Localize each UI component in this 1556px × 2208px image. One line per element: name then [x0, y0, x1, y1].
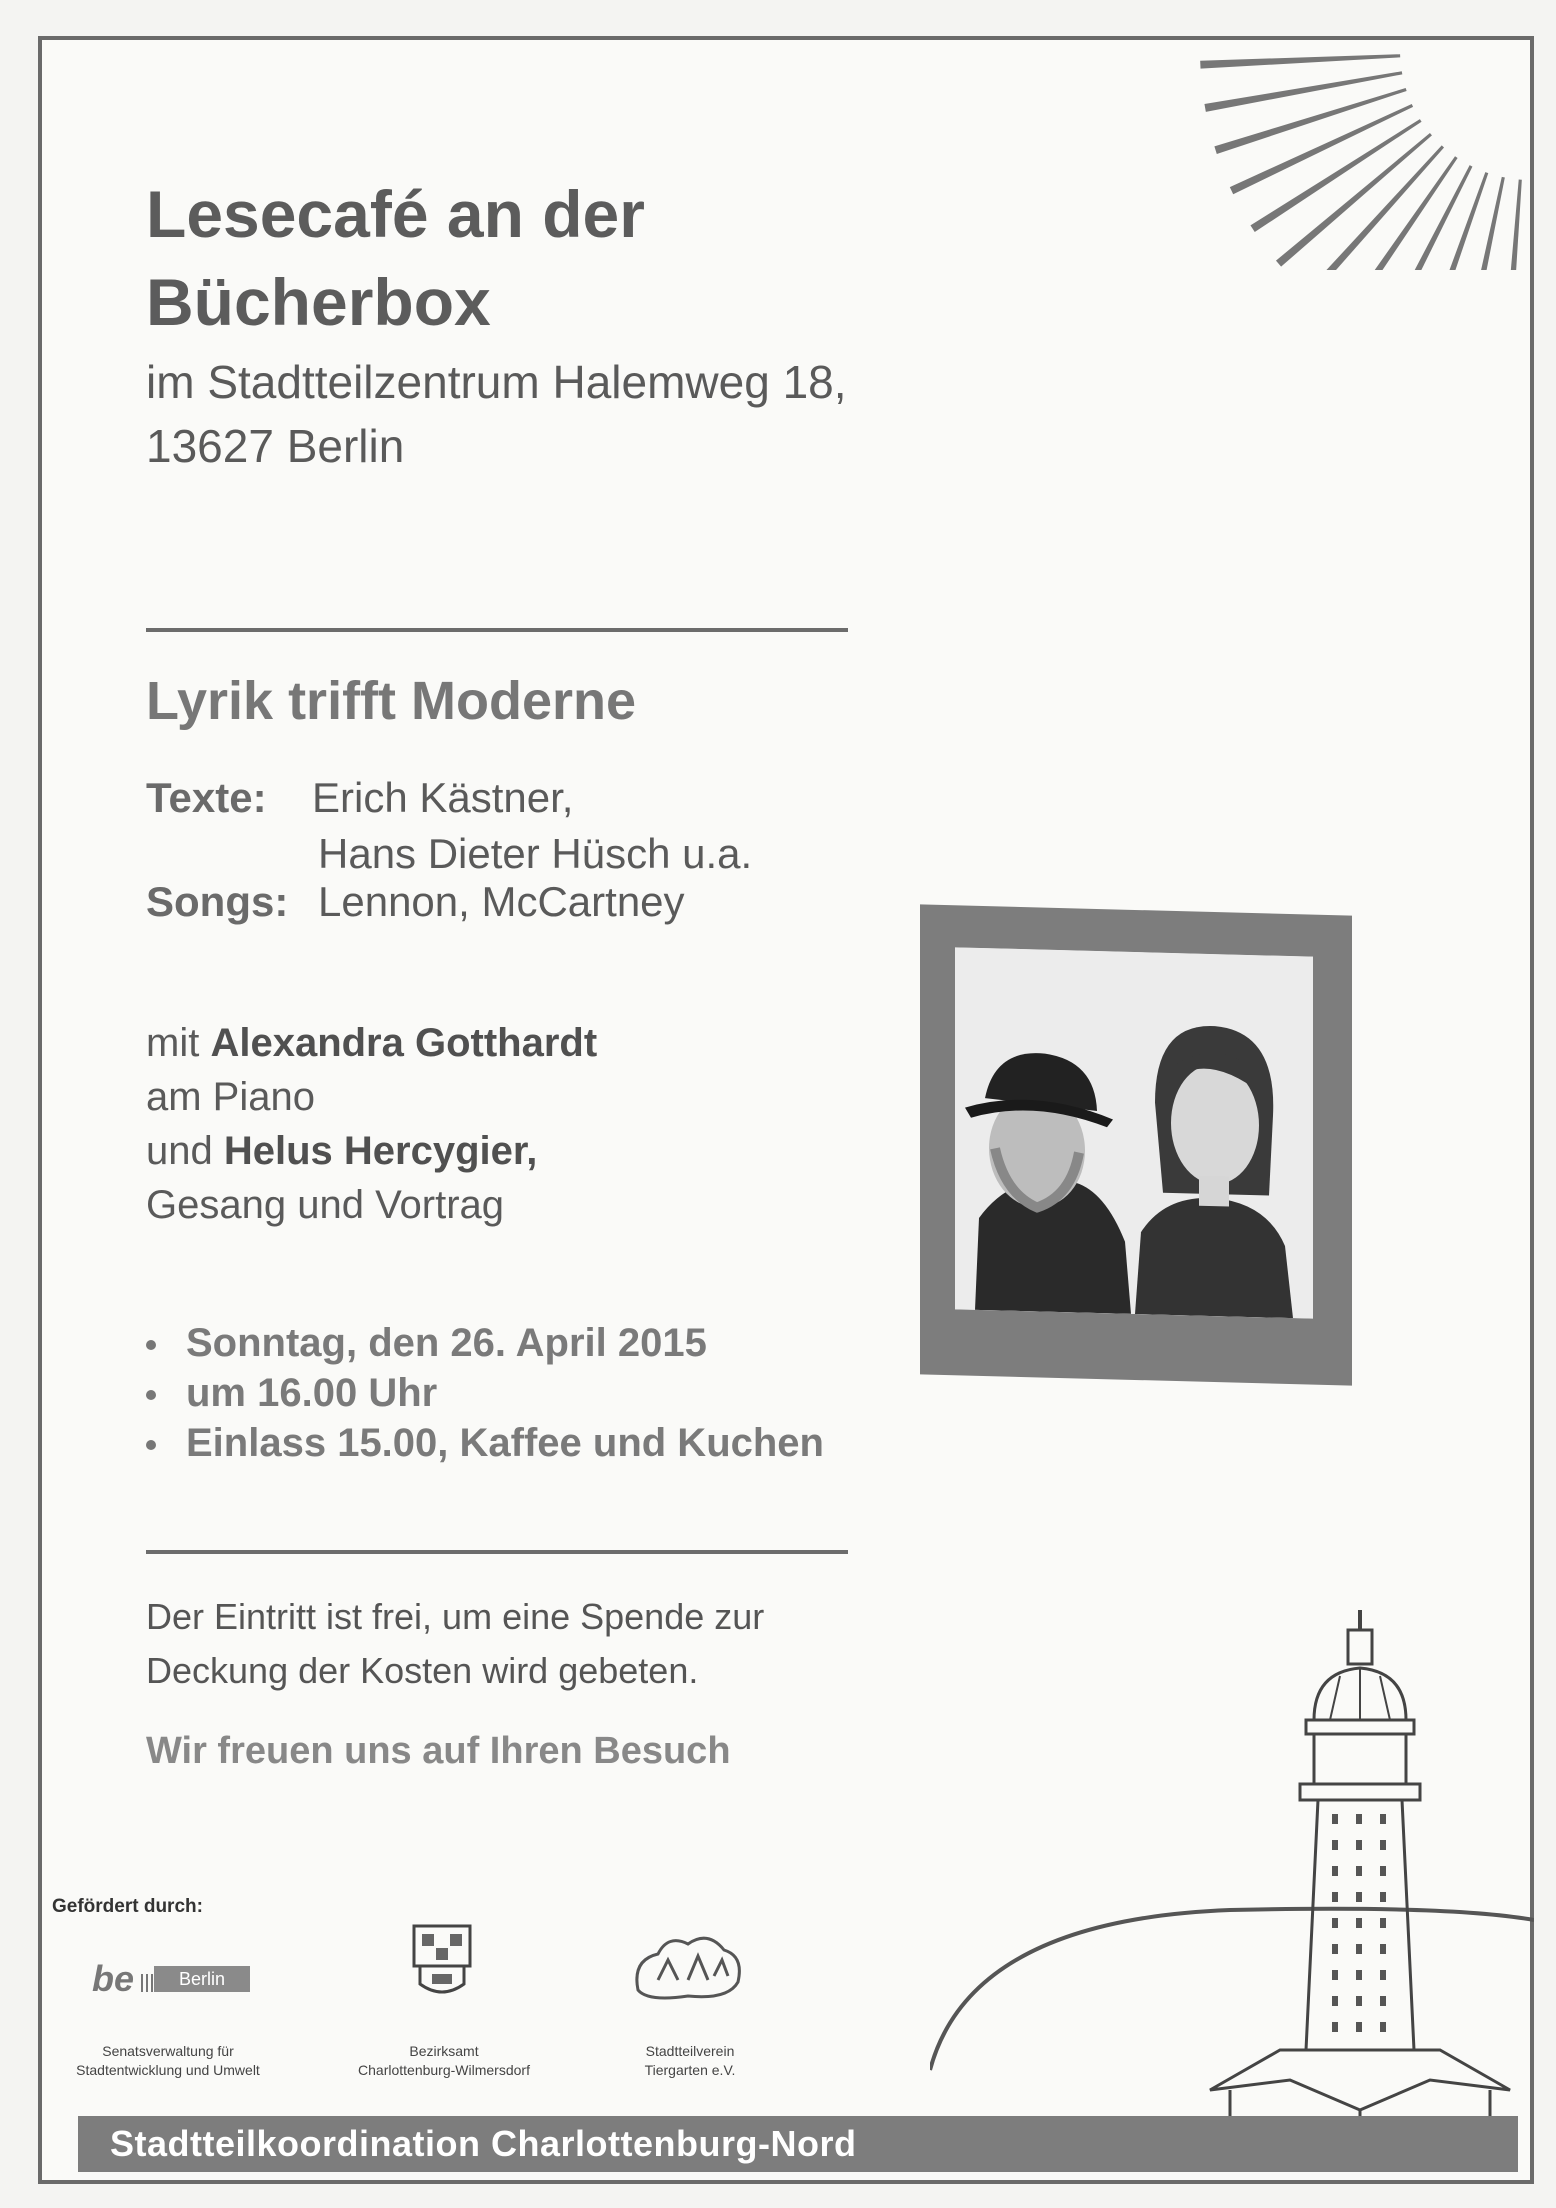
bullet-icon	[146, 1390, 156, 1400]
tower-window	[1380, 1996, 1386, 2006]
tower-window	[1332, 1840, 1338, 1850]
sunburst-decoration	[890, 40, 1530, 270]
tower-window	[1332, 1996, 1338, 2006]
detail-date	[146, 1318, 824, 1368]
songs-label-text: Songs:	[146, 878, 289, 925]
tower-window	[1356, 1996, 1362, 2006]
photo-illustration	[955, 947, 1313, 1318]
tower-illustration	[930, 1580, 1534, 2140]
tower-window	[1380, 1840, 1386, 1850]
sponsor-2-caption-line-2: Charlottenburg-Wilmersdorf	[358, 2062, 530, 2078]
singer-line	[146, 1124, 597, 1178]
divider-bottom	[146, 1550, 848, 1554]
tower-window	[1356, 1866, 1362, 1876]
texts-label	[146, 770, 267, 826]
singer-name: Helus Hercygier,	[223, 1129, 538, 1173]
detail-time-text: um 16.00 Uhr	[186, 1371, 438, 1415]
tower-window	[1356, 2022, 1362, 2032]
sponsor-1-caption-line-2: Stadtentwicklung und Umwelt	[76, 2062, 260, 2078]
pianist-role: am Piano	[146, 1075, 315, 1119]
songs-label	[146, 874, 288, 930]
sun-ray	[1200, 54, 1400, 68]
tower-window	[1380, 1918, 1386, 1928]
address-line-2: 13627 Berlin	[146, 420, 405, 472]
sun-ray	[1340, 156, 1458, 270]
tower-window	[1356, 1970, 1362, 1980]
event-details-list	[146, 1318, 824, 1468]
texts-author-1: Erich Kästner,	[312, 774, 574, 821]
tower-window	[1380, 1866, 1386, 1876]
pianist-name: Alexandra Gotthardt	[210, 1021, 598, 1065]
sponsor-1-caption-line-1: Senatsverwaltung für	[102, 2043, 234, 2059]
singer-role: Gesang und Vortrag	[146, 1183, 505, 1227]
sponsor-3-caption-line-1: Stadtteilverein	[645, 2043, 735, 2059]
sponsor-2-caption	[334, 2042, 554, 2080]
detail-time	[146, 1368, 824, 1418]
texts-label-text: Texte:	[146, 774, 267, 821]
performers-block	[146, 1016, 597, 1232]
event-title: Lyrik trifft Moderne	[146, 671, 637, 731]
tower-window	[1356, 1892, 1362, 1902]
entry-line-1: Der Eintritt ist frei, um eine Spende zur	[146, 1596, 765, 1637]
address-line-1: im Stadtteilzentrum Halemweg 18,	[146, 356, 847, 408]
detail-admission	[146, 1418, 824, 1468]
tower-window	[1380, 2022, 1386, 2032]
detail-date-text: Sonntag, den 26. April 2015	[186, 1321, 707, 1365]
performers-photo	[955, 947, 1313, 1318]
title-line-1: Lesecafé an der	[146, 177, 645, 251]
tower-window	[1332, 1970, 1338, 1980]
entry-line-2: Deckung der Kosten wird gebeten.	[146, 1650, 699, 1691]
sun-ray	[1501, 180, 1521, 270]
tower-window	[1332, 1866, 1338, 1876]
berlin-logo-box: Berlin	[154, 1966, 250, 1992]
tower-window	[1380, 1970, 1386, 1980]
performers-intro: mit	[146, 1021, 200, 1065]
tower-window	[1356, 1840, 1362, 1850]
tower-window	[1380, 1944, 1386, 1954]
sponsor-1-caption	[58, 2042, 278, 2080]
entry-note	[146, 1590, 764, 1698]
texts-author-2: Hans Dieter Hüsch u.a.	[318, 830, 753, 877]
brandenburg-gate-icon	[140, 1972, 154, 1992]
bullet-icon	[146, 1440, 156, 1450]
footer-organization: Stadtteilkoordination Charlottenburg-Nord	[110, 2123, 857, 2164]
greeting: Wir freuen uns auf Ihren Besuch	[146, 1730, 731, 1772]
songs-value: Lennon, McCartney	[318, 878, 685, 925]
tower-window	[1380, 1892, 1386, 1902]
tower-window	[1332, 1892, 1338, 1902]
tower-window	[1332, 1814, 1338, 1824]
tower-window	[1356, 1918, 1362, 1928]
tower-window	[1332, 1918, 1338, 1928]
tower-window	[1356, 1814, 1362, 1824]
title-line-2: Bücherbox	[146, 265, 491, 339]
tower-window	[1380, 1814, 1386, 1824]
tower-window	[1332, 1944, 1338, 1954]
tower-window	[1332, 2022, 1338, 2032]
tower-window	[1356, 1944, 1362, 1954]
neighborhood-association-logo-icon	[628, 1920, 748, 2004]
page-title	[146, 170, 645, 346]
sponsor-3-caption-line-2: Tiergarten e.V.	[644, 2062, 736, 2078]
pianist-line	[146, 1016, 597, 1070]
performers-connector: und	[146, 1129, 213, 1173]
sponsor-3-caption	[600, 2042, 780, 2080]
detail-admission-text: Einlass 15.00, Kaffee und Kuchen	[186, 1421, 824, 1465]
sponsor-2-caption-line-1: Bezirksamt	[409, 2043, 479, 2059]
funding-label: Gefördert durch:	[52, 1896, 203, 1917]
bullet-icon	[146, 1340, 156, 1350]
be-berlin-logo-text: be	[92, 1958, 135, 1999]
venue-address	[146, 350, 847, 478]
divider-top	[146, 628, 848, 632]
sun-ray	[1204, 71, 1402, 112]
district-coat-of-arms-icon	[412, 1924, 472, 2000]
